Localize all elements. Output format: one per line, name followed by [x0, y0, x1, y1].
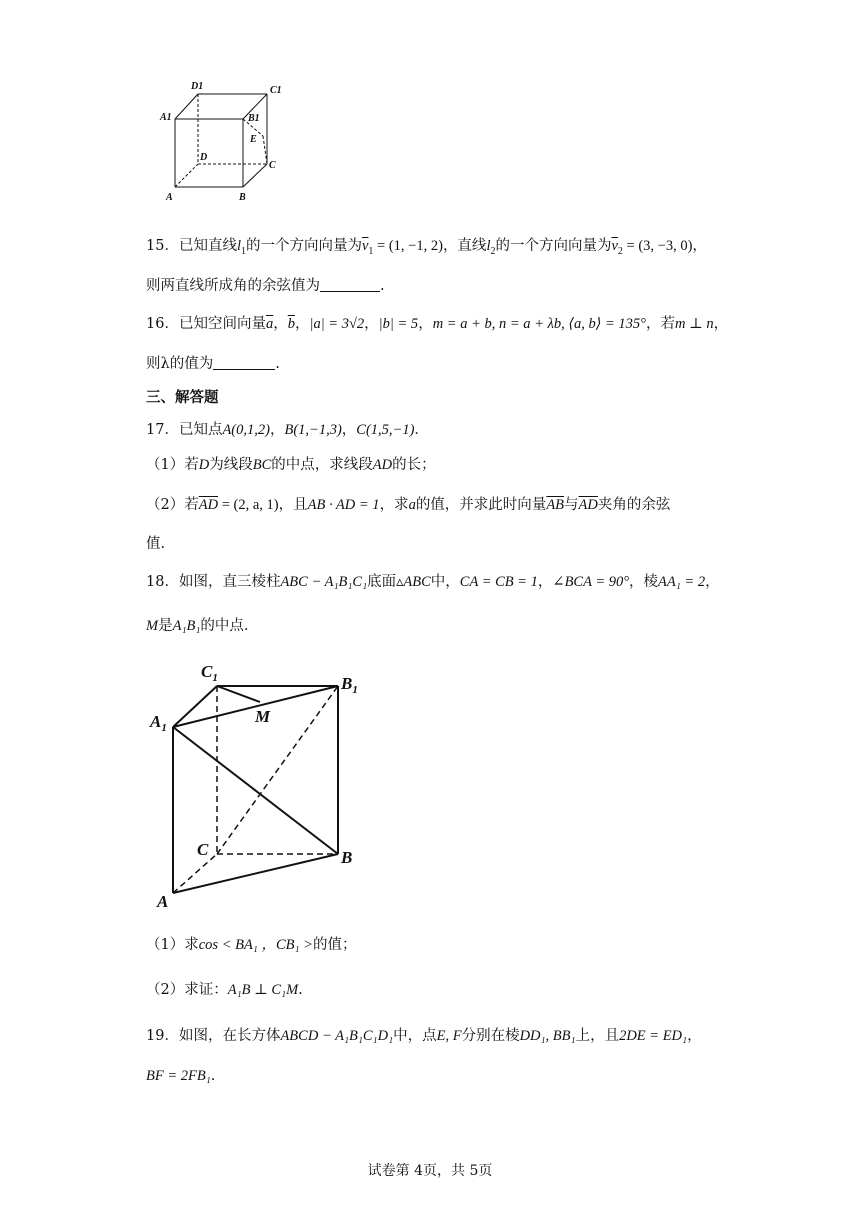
label-A: A	[157, 892, 169, 911]
q19-stem: 19．如图，在长方体ABCD − A₁B₁C₁D₁中，点E, F分别在棱DD₁, BB₁上，且2DE = ED₁，	[146, 1028, 702, 1044]
q17-number: 17．	[146, 422, 179, 438]
section-heading: 三、解答题	[146, 390, 219, 406]
label-D1: D1	[191, 81, 204, 92]
label-B: B	[341, 848, 353, 867]
q16-line1: 16．已知空间向量$\overline{a}$，$\overline{b}$，|a| = 3√2，|b| = 5，m = a + b, n = a + λb, ⟨a, b⟩ = 135°，若m ⊥ n，	[146, 316, 729, 332]
q16-line2: 则λ的值为 .	[146, 356, 280, 372]
label-B1: B1	[248, 113, 260, 124]
cube-figure	[155, 76, 290, 206]
label-C: C	[197, 840, 209, 859]
q18-stem: 18．如图，直三棱柱ABC − A₁B₁C₁底面▵ABC中，CA = CB = 1，∠BCA = 90°，棱AA₁ = 2，	[146, 574, 720, 590]
q19-number: 19．	[146, 1028, 179, 1044]
label-C1: $C_1$	[201, 662, 218, 684]
prism-figure	[145, 655, 370, 915]
q18-part1: （1）求cos < BA₁ ，CB₁ >的值；	[146, 937, 357, 953]
label-A1: A1	[160, 112, 172, 123]
q15-line2: 则两直线所成角的余弦值为 .	[146, 278, 385, 294]
label-A1: $A_1$	[150, 712, 167, 734]
q18-number: 18．	[146, 574, 179, 590]
label-C: C	[269, 160, 276, 171]
q19-stem-line2: BF = 2FB₁.	[146, 1068, 216, 1084]
q17-part2-line2: 值.	[146, 536, 166, 552]
label-B: B	[239, 192, 246, 203]
label-C1: C1	[270, 85, 282, 96]
label-A: A	[166, 192, 173, 203]
q18-stem-line2: M是A₁B₁的中点.	[146, 618, 249, 634]
answer-blank[interactable]	[320, 277, 380, 292]
q18-part2: （2）求证：A₁B ⊥ C₁M.	[146, 982, 303, 998]
page-footer: 试卷第 4页，共 5页	[367, 1163, 493, 1179]
q17-part1: （1）若D为线段BC的中点，求线段AD的长；	[146, 457, 436, 473]
label-E: E	[250, 134, 257, 145]
q17-stem: 17．已知点A(0,1,2)，B(1,−1,3)，C(1,5,−1)．	[146, 422, 429, 438]
label-B1: $B_1$	[341, 674, 358, 696]
label-D: D	[200, 152, 208, 163]
label-M: M	[255, 707, 271, 726]
answer-blank[interactable]	[213, 355, 275, 370]
q16-number: 16．	[146, 316, 179, 332]
q15-line1: 15．已知直线$l_1$的一个方向向量为$\overline{v}_1 = (1$, −1, 2)，直线$l_2$的一个方向向量为$\overline{v}_2 = (3$, −3, 0)，	[146, 238, 707, 257]
q17-part2: （2）若$\overline{AD} = (2$, a, 1)，且AB · AD = 1，求a的值，并求此时向量$\overline{AB}$与$\overline{AD}$夹角的余弦	[146, 497, 671, 513]
q15-number: 15．	[146, 238, 179, 254]
